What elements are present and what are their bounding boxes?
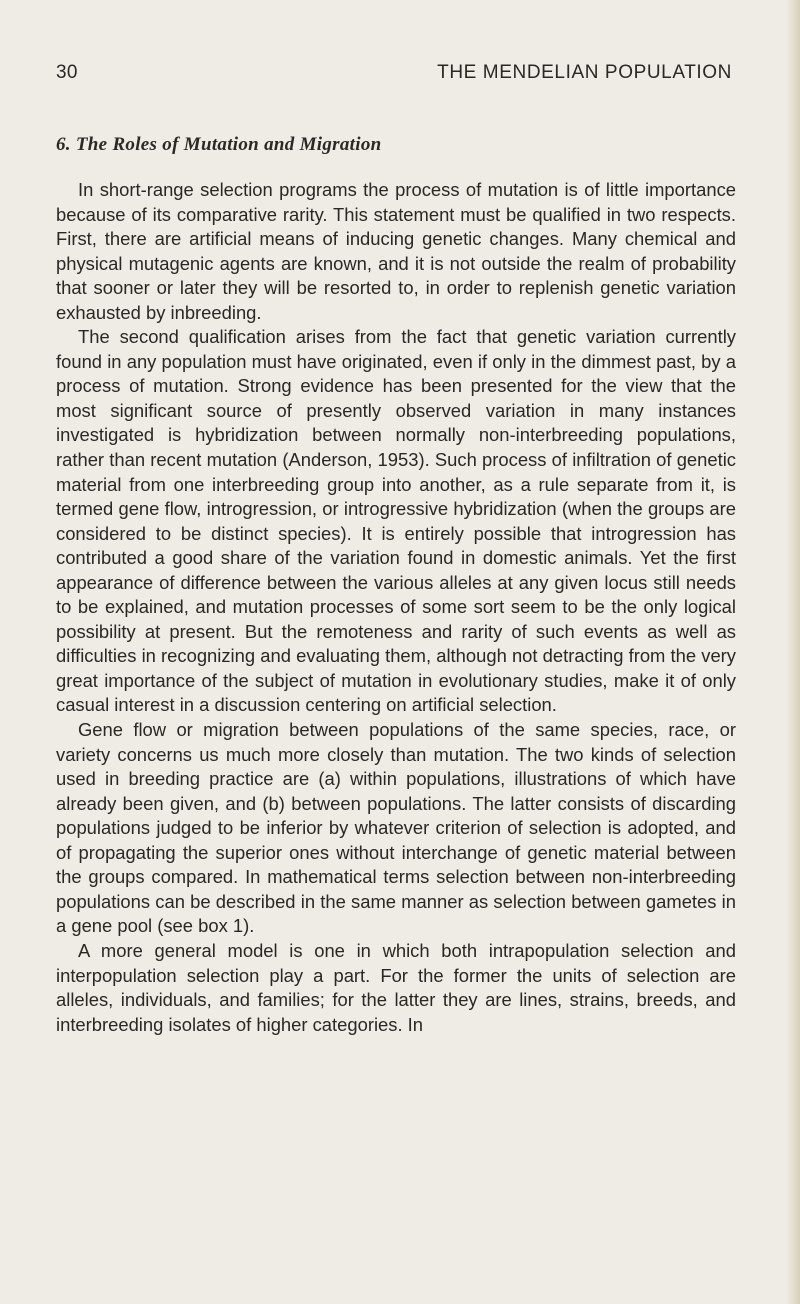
paragraph: Gene flow or migration between populations of the same species, race, or variety concerns us much more closely than mutation. The two kinds of selection used in breeding practice are (a) within populations, illustrations of which have already been given, and (b) between populations. The latter consists of discarding populations judged to be inferior by whatever criterion of selection is adopted, and of propagating the superior ones without interchange of genetic material between the groups compared. In mathematical terms selection between non-interbreeding populations can be described in the same manner as selection between gametes in a gene pool (see box 1). bbox=[56, 719, 736, 937]
section-heading: 6. The Roles of Mutation and Migration bbox=[56, 134, 382, 155]
running-header bbox=[56, 62, 732, 84]
paragraph: In short-range selection programs the process of mutation is of little importance because of its comparative rarity. This statement must be qualified in two respects. First, there are artificial means of inducing genetic changes. Many chemical and physical mutagenic agents are known, and it is not outside the realm of probability that sooner or later they will be resorted to, in order to replenish genetic variation exhausted by inbreeding. bbox=[56, 179, 736, 323]
page-edge-shadow bbox=[786, 0, 800, 1304]
body-text bbox=[56, 178, 736, 1037]
running-title: THE MENDELIAN POPULATION bbox=[437, 62, 732, 83]
paragraph: A more general model is one in which both intrapopulation selection and interpopulation selection play a part. For the former the units of selection are alleles, individuals, and families; for the latter they are lines, strains, breeds, and interbreeding isolates of higher categories. In bbox=[56, 939, 736, 1035]
paragraph: The second qualification arises from the fact that genetic variation currently found in any population must have originated, even if only in the dimmest past, by a process of mutation. Strong evidence has been presented for the view that the most significant source of presently observed variation in many instances investigated is hybridization between normally non-interbreeding populations, rather than recent mutation (Anderson, 1953). Such process of infiltration of genetic material from one interbreeding group into another, as a rule separate from it, is termed gene flow, introgression, or introgressive hybridization (when the groups are considered to be distinct species). It is entirely possible that introgression has contributed a good share of the variation found in domestic animals. Yet the first appearance of difference between the various alleles at any given locus still needs to be explained, and mutation processes of some sort seem to be the only logical possibility at present. But the remoteness and rarity of such events as well as difficulties in recognizing and evaluating them, although not detracting from the very great importance of the subject of mutation in evolutionary studies, make it of only casual interest in a discussion centering on artificial selection. bbox=[56, 326, 736, 716]
page-number: 30 bbox=[56, 62, 78, 83]
